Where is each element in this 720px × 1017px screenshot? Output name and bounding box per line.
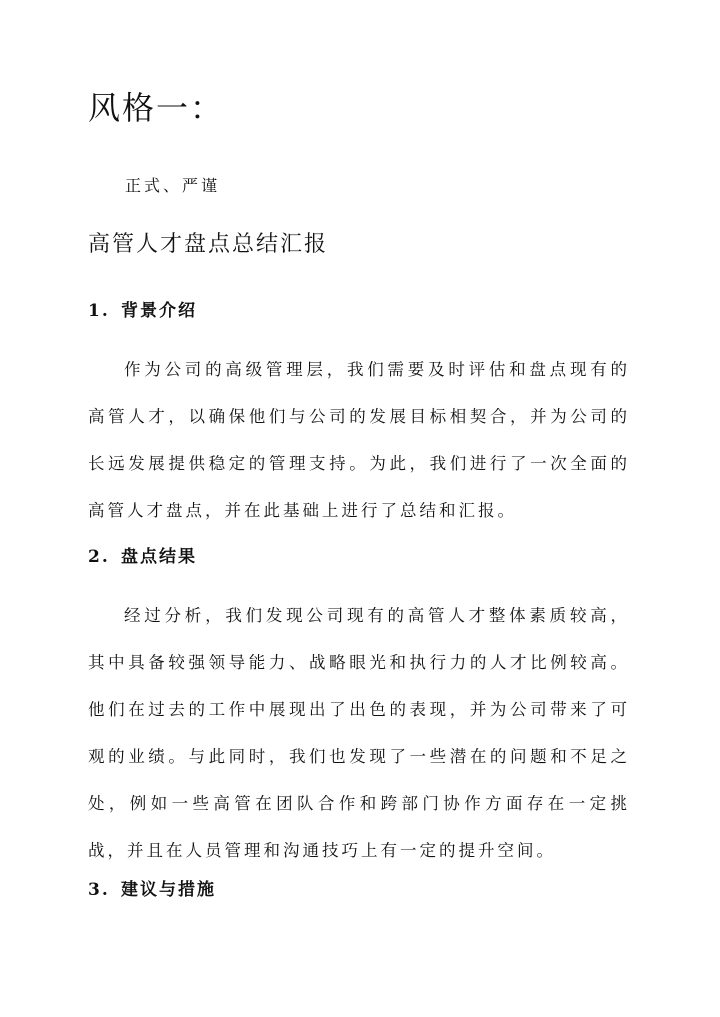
section-title: 盘点结果 xyxy=(121,547,197,567)
section-heading-results xyxy=(88,544,197,570)
section-number: 3. xyxy=(88,880,110,900)
section-title: 建议与措施 xyxy=(121,880,216,900)
report-title: 高管人才盘点总结汇报 xyxy=(88,232,329,257)
results-paragraph: 经过分析，我们发现公司现有的高管人才整体素质较高，其中具备较强领导能力、战略眼光和执行力的人才比例较高。他们在过去的工作中展现出了出色的表现，并为公司带来了可观的业绩。与此同时，我们也发现了一些潜在的问题和不足之处，例如一些高管在团队合作和跨部门协作方面存在一定挑战，并且在人员管理和沟通技巧上有一定的提升空间。 xyxy=(88,606,630,860)
section-heading-suggestions xyxy=(88,877,216,903)
background-paragraph: 作为公司的高级管理层，我们需要及时评估和盘点现有的高管人才，以确保他们与公司的发展目标相契合，并为公司的长远发展提供稳定的管理支持。为此，我们进行了一次全面的高管人才盘点，并在此基础上进行了总结和汇报。 xyxy=(88,360,630,520)
section-heading-background xyxy=(88,298,197,324)
style-subtitle: 正式、严谨 xyxy=(125,176,221,195)
section-number: 2. xyxy=(88,547,110,567)
style-heading: 风格一： xyxy=(88,89,225,127)
section-title: 背景介绍 xyxy=(121,301,197,321)
section-number: 1. xyxy=(88,301,110,321)
